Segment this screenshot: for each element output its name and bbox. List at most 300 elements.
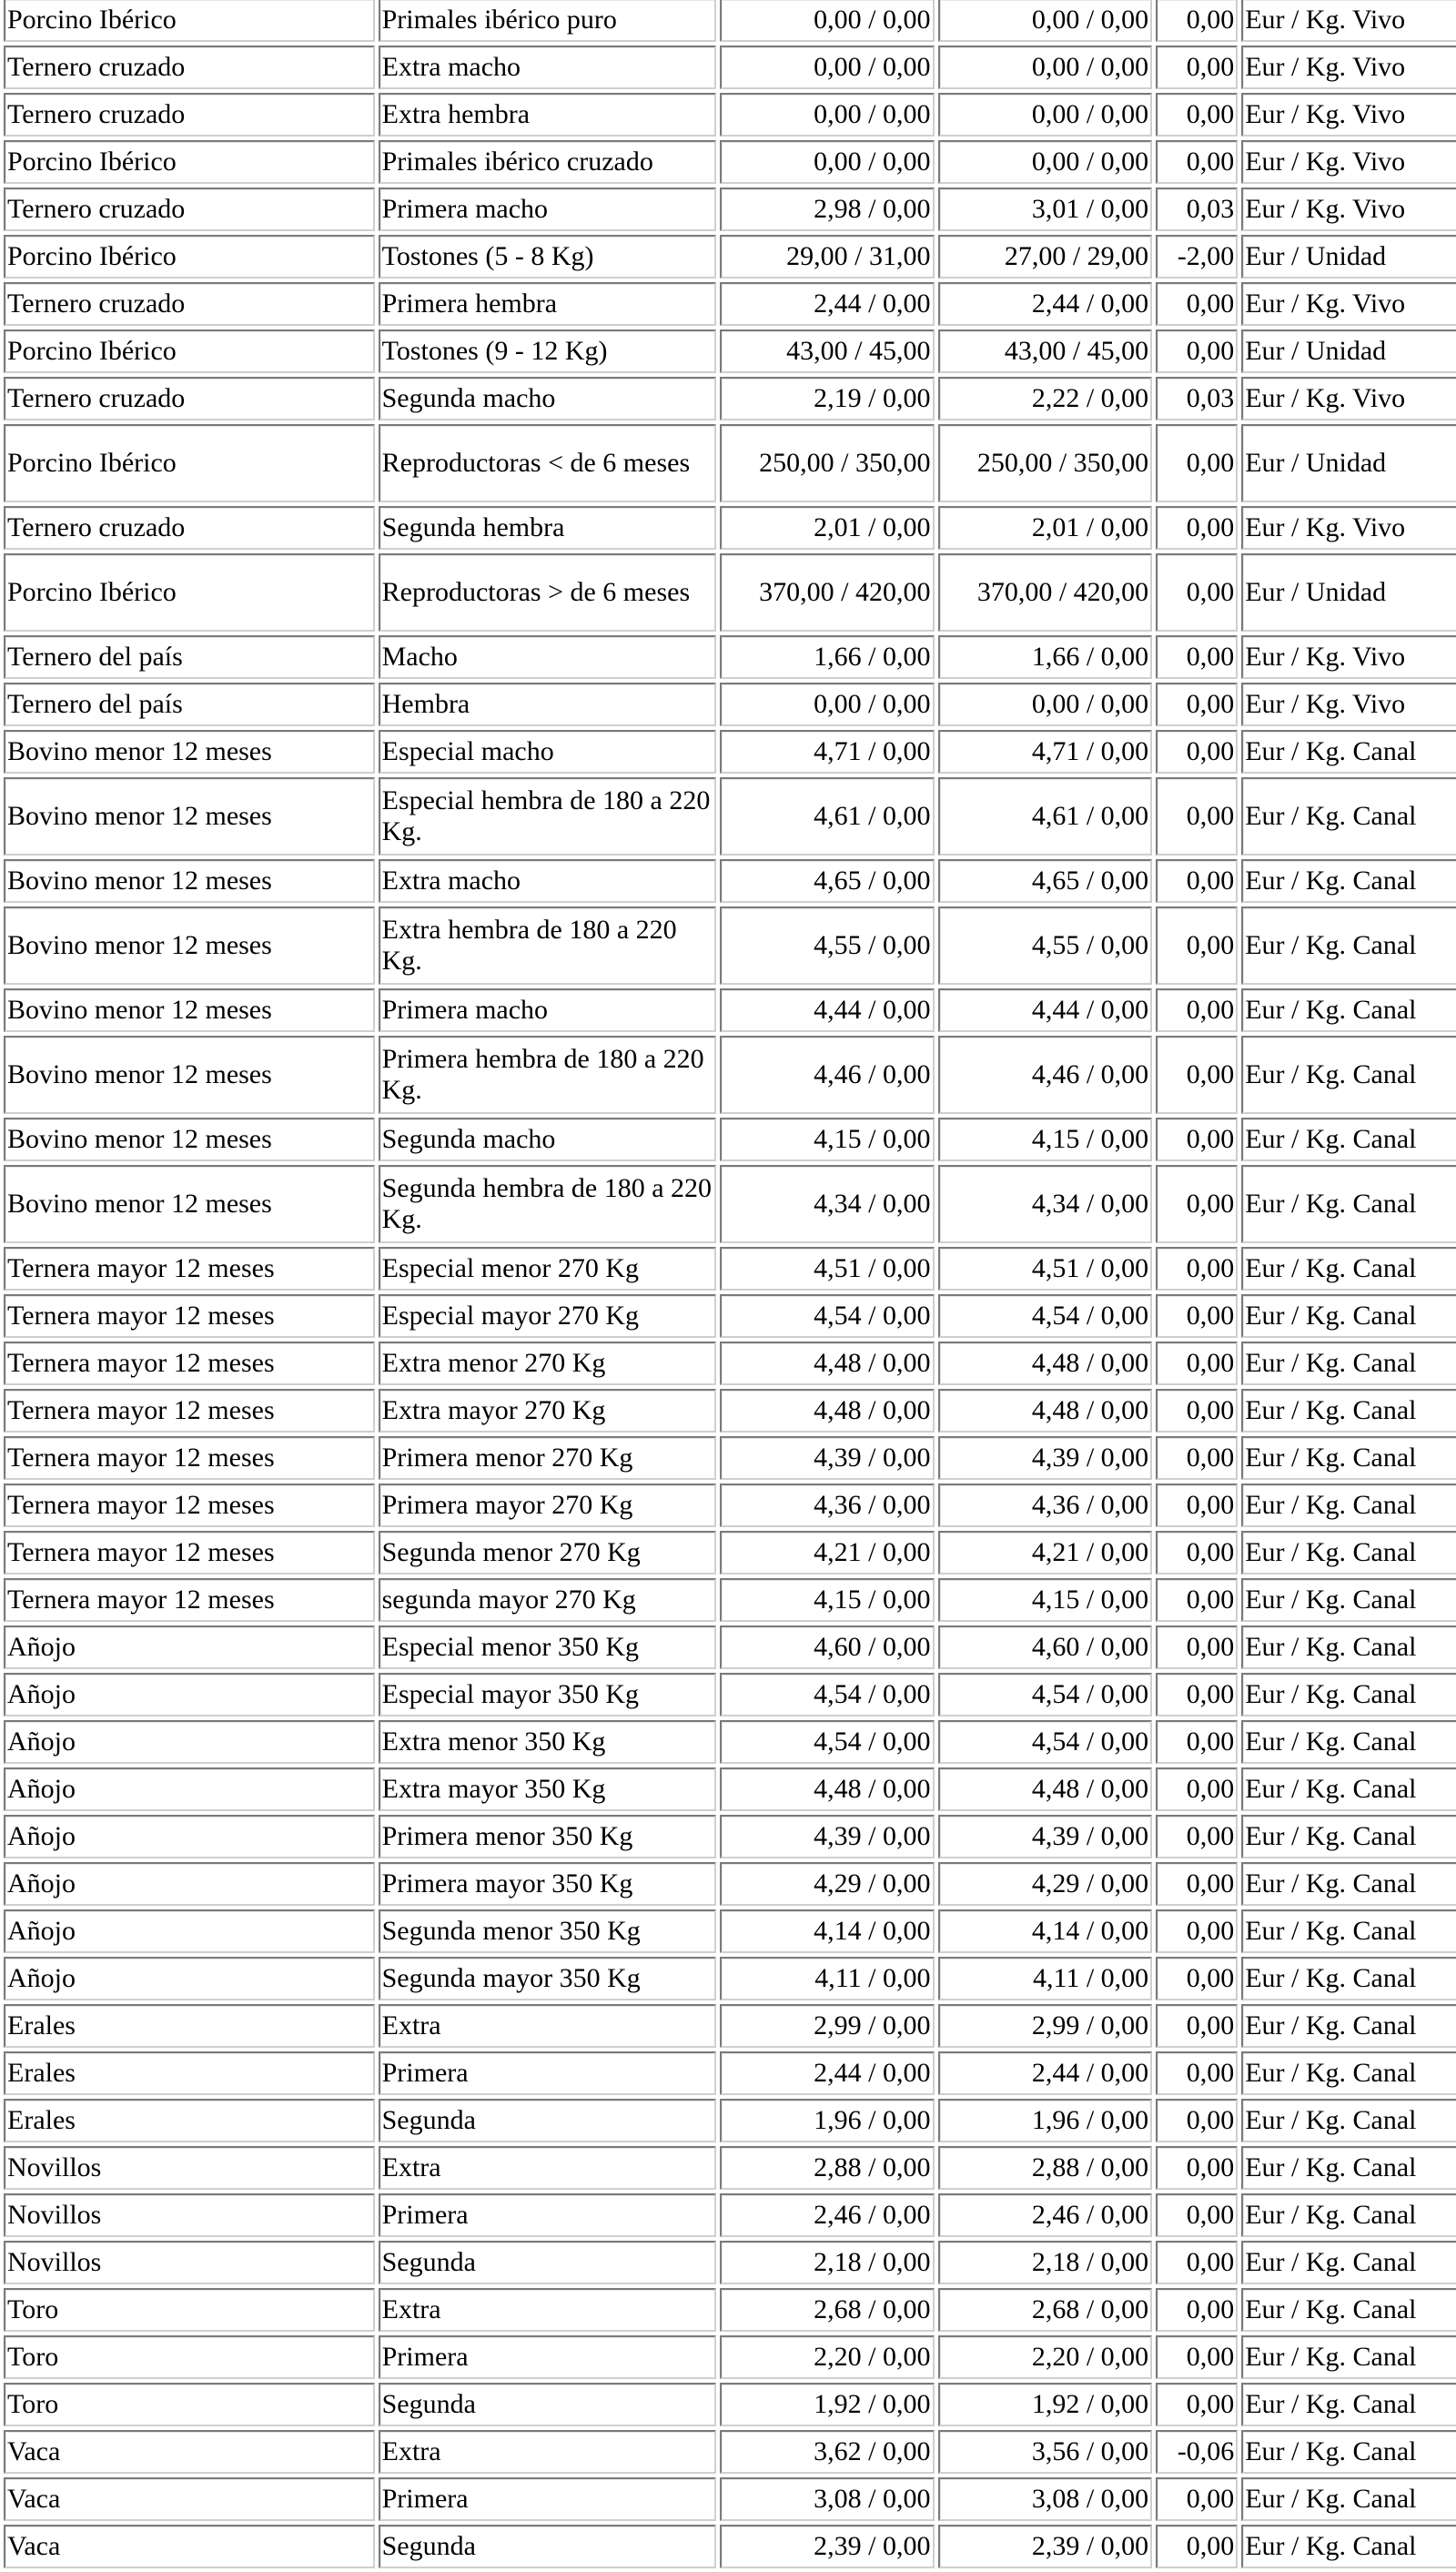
table-row [4,2525,1456,2568]
unit-cell: Eur / Kg. Canal [1241,2004,1456,2048]
difference-cell: 0,00 [1156,553,1238,632]
current-price-cell: 4,60 / 0,00 [938,1625,1153,1669]
current-price-cell: 4,39 / 0,00 [938,1436,1153,1480]
previous-price-cell: 2,44 / 0,00 [720,282,935,326]
previous-price-cell: 1,66 / 0,00 [720,635,935,679]
species-cell: Vaca [4,2525,375,2568]
table-row [4,683,1456,726]
species-cell: Añojo [4,1767,375,1811]
difference-cell: 0,00 [1156,2525,1238,2568]
previous-price-cell: 4,21 / 0,00 [720,1531,935,1575]
previous-price-cell: 3,62 / 0,00 [720,2430,935,2474]
table-row [4,2288,1456,2332]
previous-price-cell: 1,92 / 0,00 [720,2383,935,2426]
species-cell: Novillos [4,2146,375,2190]
species-cell: Ternero cruzado [4,282,375,326]
species-cell: Bovino menor 12 meses [4,1118,375,1161]
species-cell: Ternera mayor 12 meses [4,1294,375,1338]
difference-cell: 0,00 [1156,777,1238,856]
class-cell: Especial macho [379,730,716,774]
species-cell: Toro [4,2383,375,2426]
previous-price-cell: 4,55 / 0,00 [720,906,935,985]
current-price-cell: 0,00 / 0,00 [938,683,1153,726]
previous-price-cell: 1,96 / 0,00 [720,2099,935,2142]
current-price-cell: 43,00 / 45,00 [938,329,1153,373]
previous-price-cell: 29,00 / 31,00 [720,235,935,278]
table-row [4,187,1456,231]
class-cell: Extra [379,2430,716,2474]
table-row [4,1118,1456,1161]
species-cell: Vaca [4,2477,375,2521]
table-row [4,1436,1456,1480]
species-cell: Ternera mayor 12 meses [4,1578,375,1622]
current-price-cell: 4,54 / 0,00 [938,1294,1153,1338]
previous-price-cell: 0,00 / 0,00 [720,93,935,137]
class-cell: Primera menor 350 Kg [379,1815,716,1858]
species-cell: Ternero del país [4,635,375,679]
previous-price-cell: 4,29 / 0,00 [720,1862,935,1906]
previous-price-cell: 2,44 / 0,00 [720,2051,935,2095]
current-price-cell: 2,99 / 0,00 [938,2004,1153,2048]
current-price-cell: 4,29 / 0,00 [938,1862,1153,1906]
difference-cell: 0,00 [1156,2288,1238,2332]
unit-cell: Eur / Kg. Canal [1241,1578,1456,1622]
previous-price-cell: 2,98 / 0,00 [720,187,935,231]
unit-cell: Eur / Kg. Canal [1241,1957,1456,2000]
class-cell: Hembra [379,683,716,726]
previous-price-cell: 43,00 / 45,00 [720,329,935,373]
current-price-cell: 4,36 / 0,00 [938,1483,1153,1527]
unit-cell: Eur / Kg. Canal [1241,859,1456,903]
difference-cell: 0,00 [1156,1909,1238,1953]
difference-cell: 0,00 [1156,93,1238,137]
unit-cell: Eur / Kg. Canal [1241,1815,1456,1858]
table-row [4,2335,1456,2379]
current-price-cell: 4,44 / 0,00 [938,988,1153,1032]
previous-price-cell: 4,54 / 0,00 [720,1673,935,1716]
table-row [4,506,1456,550]
class-cell: Primera [379,2051,716,2095]
table-row [4,424,1456,502]
table-row [4,0,1456,42]
previous-price-cell: 4,54 / 0,00 [720,1294,935,1338]
species-cell: Porcino Ibérico [4,235,375,278]
current-price-cell: 0,00 / 0,00 [938,93,1153,137]
current-price-cell: 4,54 / 0,00 [938,1720,1153,1764]
previous-price-cell: 4,44 / 0,00 [720,988,935,1032]
table-row [4,2146,1456,2190]
previous-price-cell: 0,00 / 0,00 [720,140,935,184]
class-cell: Primera mayor 350 Kg [379,1862,716,1906]
difference-cell: 0,00 [1156,2051,1238,2095]
unit-cell: Eur / Kg. Vivo [1241,93,1456,137]
table-row [4,1389,1456,1433]
table-row [4,1815,1456,1858]
class-cell: Primera macho [379,988,716,1032]
difference-cell: 0,00 [1156,2004,1238,2048]
table-row [4,1531,1456,1575]
class-cell: Primera menor 270 Kg [379,1436,716,1480]
previous-price-cell: 4,51 / 0,00 [720,1247,935,1291]
species-cell: Novillos [4,2241,375,2284]
previous-price-cell: 2,39 / 0,00 [720,2525,935,2568]
species-cell: Toro [4,2335,375,2379]
current-price-cell: 250,00 / 350,00 [938,424,1153,502]
class-cell: Primales ibérico cruzado [379,140,716,184]
unit-cell: Eur / Kg. Vivo [1241,187,1456,231]
table-row [4,1165,1456,1243]
class-cell: Extra hembra de 180 a 220 Kg. [379,906,716,985]
difference-cell: 0,00 [1156,1436,1238,1480]
difference-cell: 0,00 [1156,1342,1238,1385]
species-cell: Añojo [4,1720,375,1764]
difference-cell: 0,00 [1156,1720,1238,1764]
difference-cell: 0,00 [1156,1625,1238,1669]
species-cell: Ternera mayor 12 meses [4,1389,375,1433]
unit-cell: Eur / Kg. Vivo [1241,46,1456,89]
class-cell: Primera hembra de 180 a 220 Kg. [379,1036,716,1114]
unit-cell: Eur / Kg. Canal [1241,2430,1456,2474]
table-row [4,2193,1456,2237]
table-row [4,730,1456,774]
difference-cell: 0,03 [1156,377,1238,420]
unit-cell: Eur / Unidad [1241,235,1456,278]
species-cell: Añojo [4,1673,375,1716]
unit-cell: Eur / Kg. Canal [1241,2383,1456,2426]
class-cell: Segunda [379,2383,716,2426]
table-row [4,2430,1456,2474]
unit-cell: Eur / Kg. Vivo [1241,683,1456,726]
previous-price-cell: 2,20 / 0,00 [720,2335,935,2379]
unit-cell: Eur / Kg. Vivo [1241,377,1456,420]
table-row [4,1862,1456,1906]
difference-cell: 0,00 [1156,2193,1238,2237]
unit-cell: Eur / Kg. Canal [1241,777,1456,856]
class-cell: Especial menor 350 Kg [379,1625,716,1669]
table-row [4,1720,1456,1764]
difference-cell: 0,00 [1156,1957,1238,2000]
unit-cell: Eur / Kg. Canal [1241,2051,1456,2095]
previous-price-cell: 2,68 / 0,00 [720,2288,935,2332]
table-row [4,1578,1456,1622]
current-price-cell: 0,00 / 0,00 [938,0,1153,42]
species-cell: Bovino menor 12 meses [4,777,375,856]
unit-cell: Eur / Kg. Canal [1241,1625,1456,1669]
class-cell: Extra mayor 270 Kg [379,1389,716,1433]
class-cell: Primera [379,2193,716,2237]
previous-price-cell: 4,61 / 0,00 [720,777,935,856]
unit-cell: Eur / Kg. Canal [1241,1909,1456,1953]
current-price-cell: 3,56 / 0,00 [938,2430,1153,2474]
difference-cell: 0,00 [1156,730,1238,774]
current-price-cell: 4,65 / 0,00 [938,859,1153,903]
difference-cell: 0,00 [1156,1862,1238,1906]
difference-cell: 0,00 [1156,2146,1238,2190]
current-price-cell: 4,46 / 0,00 [938,1036,1153,1114]
class-cell: Especial hembra de 180 a 220 Kg. [379,777,716,856]
current-price-cell: 4,34 / 0,00 [938,1165,1153,1243]
unit-cell: Eur / Kg. Canal [1241,2477,1456,2521]
species-cell: Ternero del país [4,683,375,726]
previous-price-cell: 4,48 / 0,00 [720,1767,935,1811]
table-row [4,906,1456,985]
unit-cell: Eur / Kg. Canal [1241,2525,1456,2568]
difference-cell: 0,00 [1156,1036,1238,1114]
class-cell: Segunda macho [379,1118,716,1161]
species-cell: Bovino menor 12 meses [4,906,375,985]
unit-cell: Eur / Kg. Vivo [1241,282,1456,326]
species-cell: Bovino menor 12 meses [4,859,375,903]
table-row [4,377,1456,420]
current-price-cell: 4,48 / 0,00 [938,1767,1153,1811]
previous-price-cell: 4,48 / 0,00 [720,1342,935,1385]
species-cell: Porcino Ibérico [4,424,375,502]
difference-cell: -2,00 [1156,235,1238,278]
previous-price-cell: 2,99 / 0,00 [720,2004,935,2048]
class-cell: Segunda menor 270 Kg [379,1531,716,1575]
current-price-cell: 2,68 / 0,00 [938,2288,1153,2332]
current-price-cell: 4,71 / 0,00 [938,730,1153,774]
table-row [4,859,1456,903]
class-cell: Primera hembra [379,282,716,326]
table-row [4,635,1456,679]
current-price-cell: 4,14 / 0,00 [938,1909,1153,1953]
unit-cell: Eur / Kg. Canal [1241,2241,1456,2284]
difference-cell: 0,00 [1156,424,1238,502]
species-cell: Porcino Ibérico [4,0,375,42]
class-cell: Extra [379,2004,716,2048]
species-cell: Ternero cruzado [4,187,375,231]
difference-cell: 0,00 [1156,46,1238,89]
class-cell: Primales ibérico puro [379,0,716,42]
previous-price-cell: 4,34 / 0,00 [720,1165,935,1243]
unit-cell: Eur / Kg. Canal [1241,1720,1456,1764]
table-row [4,1625,1456,1669]
class-cell: Extra menor 270 Kg [379,1342,716,1385]
class-cell: Extra menor 350 Kg [379,1720,716,1764]
difference-cell: 0,00 [1156,1165,1238,1243]
unit-cell: Eur / Kg. Vivo [1241,506,1456,550]
current-price-cell: 4,48 / 0,00 [938,1389,1153,1433]
class-cell: Extra macho [379,859,716,903]
unit-cell: Eur / Kg. Canal [1241,2335,1456,2379]
difference-cell: 0,00 [1156,2099,1238,2142]
difference-cell: 0,00 [1156,1531,1238,1575]
unit-cell: Eur / Kg. Canal [1241,1247,1456,1291]
previous-price-cell: 4,36 / 0,00 [720,1483,935,1527]
difference-cell: 0,00 [1156,140,1238,184]
difference-cell: 0,00 [1156,506,1238,550]
unit-cell: Eur / Kg. Canal [1241,2146,1456,2190]
species-cell: Ternera mayor 12 meses [4,1342,375,1385]
difference-cell: 0,00 [1156,635,1238,679]
difference-cell: 0,00 [1156,1815,1238,1858]
class-cell: Segunda hembra de 180 a 220 Kg. [379,1165,716,1243]
class-cell: Extra [379,2146,716,2190]
current-price-cell: 2,39 / 0,00 [938,2525,1153,2568]
class-cell: Primera [379,2335,716,2379]
unit-cell: Eur / Unidad [1241,329,1456,373]
class-cell: Macho [379,635,716,679]
current-price-cell: 4,54 / 0,00 [938,1673,1153,1716]
species-cell: Añojo [4,1957,375,2000]
previous-price-cell: 250,00 / 350,00 [720,424,935,502]
table-row [4,140,1456,184]
species-cell: Porcino Ibérico [4,140,375,184]
unit-cell: Eur / Kg. Canal [1241,730,1456,774]
species-cell: Añojo [4,1909,375,1953]
species-cell: Bovino menor 12 meses [4,988,375,1032]
current-price-cell: 0,00 / 0,00 [938,140,1153,184]
difference-cell: 0,00 [1156,1247,1238,1291]
previous-price-cell: 2,88 / 0,00 [720,2146,935,2190]
difference-cell: 0,00 [1156,1294,1238,1338]
unit-cell: Eur / Kg. Vivo [1241,140,1456,184]
previous-price-cell: 4,11 / 0,00 [720,1957,935,2000]
difference-cell: 0,00 [1156,1389,1238,1433]
difference-cell: 0,00 [1156,329,1238,373]
previous-price-cell: 2,46 / 0,00 [720,2193,935,2237]
class-cell: Segunda hembra [379,506,716,550]
species-cell: Ternero cruzado [4,93,375,137]
difference-cell: 0,00 [1156,2241,1238,2284]
previous-price-cell: 4,15 / 0,00 [720,1578,935,1622]
class-cell: Especial mayor 270 Kg [379,1294,716,1338]
table-row [4,93,1456,137]
class-cell: Tostones (5 - 8 Kg) [379,235,716,278]
table-row [4,1036,1456,1114]
unit-cell: Eur / Kg. Vivo [1241,635,1456,679]
table-row [4,1483,1456,1527]
class-cell: Primera macho [379,187,716,231]
difference-cell: 0,00 [1156,859,1238,903]
species-cell: Porcino Ibérico [4,553,375,632]
class-cell: Segunda [379,2241,716,2284]
current-price-cell: 1,96 / 0,00 [938,2099,1153,2142]
class-cell: Extra hembra [379,93,716,137]
difference-cell: 0,00 [1156,2383,1238,2426]
previous-price-cell: 4,14 / 0,00 [720,1909,935,1953]
current-price-cell: 1,66 / 0,00 [938,635,1153,679]
class-cell: Tostones (9 - 12 Kg) [379,329,716,373]
current-price-cell: 4,11 / 0,00 [938,1957,1153,2000]
current-price-cell: 2,20 / 0,00 [938,2335,1153,2379]
species-cell: Novillos [4,2193,375,2237]
unit-cell: Eur / Kg. Canal [1241,1862,1456,1906]
difference-cell: 0,00 [1156,1578,1238,1622]
table-row [4,1909,1456,1953]
class-cell: Especial menor 270 Kg [379,1247,716,1291]
species-cell: Erales [4,2099,375,2142]
previous-price-cell: 4,46 / 0,00 [720,1036,935,1114]
difference-cell: -0,06 [1156,2430,1238,2474]
class-cell: Segunda [379,2525,716,2568]
unit-cell: Eur / Kg. Canal [1241,1294,1456,1338]
previous-price-cell: 2,01 / 0,00 [720,506,935,550]
difference-cell: 0,00 [1156,988,1238,1032]
class-cell: Segunda macho [379,377,716,420]
unit-cell: Eur / Kg. Canal [1241,1165,1456,1243]
previous-price-cell: 4,60 / 0,00 [720,1625,935,1669]
difference-cell: 0,00 [1156,2477,1238,2521]
table-row [4,235,1456,278]
current-price-cell: 4,21 / 0,00 [938,1531,1153,1575]
previous-price-cell: 4,48 / 0,00 [720,1389,935,1433]
difference-cell: 0,00 [1156,1673,1238,1716]
unit-cell: Eur / Kg. Canal [1241,2193,1456,2237]
unit-cell: Eur / Kg. Canal [1241,2099,1456,2142]
previous-price-cell: 0,00 / 0,00 [720,46,935,89]
current-price-cell: 370,00 / 420,00 [938,553,1153,632]
difference-cell: 0,00 [1156,1767,1238,1811]
price-table-body [4,0,1456,2568]
previous-price-cell: 4,39 / 0,00 [720,1436,935,1480]
current-price-cell: 2,44 / 0,00 [938,282,1153,326]
species-cell: Ternera mayor 12 meses [4,1531,375,1575]
difference-cell: 0,00 [1156,0,1238,42]
difference-cell: 0,00 [1156,2335,1238,2379]
table-row [4,2241,1456,2284]
species-cell: Bovino menor 12 meses [4,1036,375,1114]
current-price-cell: 4,61 / 0,00 [938,777,1153,856]
class-cell: Especial mayor 350 Kg [379,1673,716,1716]
difference-cell: 0,03 [1156,187,1238,231]
unit-cell: Eur / Kg. Canal [1241,2288,1456,2332]
unit-cell: Eur / Kg. Canal [1241,1673,1456,1716]
class-cell: Extra [379,2288,716,2332]
table-row [4,553,1456,632]
difference-cell: 0,00 [1156,1118,1238,1161]
class-cell: Primera mayor 270 Kg [379,1483,716,1527]
previous-price-cell: 0,00 / 0,00 [720,683,935,726]
class-cell: Extra mayor 350 Kg [379,1767,716,1811]
class-cell: Primera [379,2477,716,2521]
table-row [4,46,1456,89]
table-row [4,777,1456,856]
previous-price-cell: 2,19 / 0,00 [720,377,935,420]
species-cell: Ternero cruzado [4,377,375,420]
species-cell: Añojo [4,1625,375,1669]
current-price-cell: 0,00 / 0,00 [938,46,1153,89]
table-row [4,2099,1456,2142]
current-price-cell: 4,15 / 0,00 [938,1118,1153,1161]
current-price-cell: 2,18 / 0,00 [938,2241,1153,2284]
current-price-cell: 4,51 / 0,00 [938,1247,1153,1291]
unit-cell: Eur / Unidad [1241,424,1456,502]
class-cell: segunda mayor 270 Kg [379,1578,716,1622]
unit-cell: Eur / Kg. Canal [1241,1436,1456,1480]
class-cell: Extra macho [379,46,716,89]
class-cell: Segunda mayor 350 Kg [379,1957,716,2000]
table-row [4,1957,1456,2000]
current-price-cell: 4,39 / 0,00 [938,1815,1153,1858]
difference-cell: 0,00 [1156,906,1238,985]
species-cell: Ternera mayor 12 meses [4,1436,375,1480]
species-cell: Ternero cruzado [4,506,375,550]
table-row [4,988,1456,1032]
difference-cell: 0,00 [1156,282,1238,326]
unit-cell: Eur / Kg. Canal [1241,988,1456,1032]
species-cell: Erales [4,2004,375,2048]
unit-cell: Eur / Kg. Canal [1241,1531,1456,1575]
table-row [4,282,1456,326]
table-row [4,1673,1456,1716]
current-price-cell: 1,92 / 0,00 [938,2383,1153,2426]
table-row [4,1247,1456,1291]
species-cell: Bovino menor 12 meses [4,1165,375,1243]
current-price-cell: 2,46 / 0,00 [938,2193,1153,2237]
difference-cell: 0,00 [1156,1483,1238,1527]
